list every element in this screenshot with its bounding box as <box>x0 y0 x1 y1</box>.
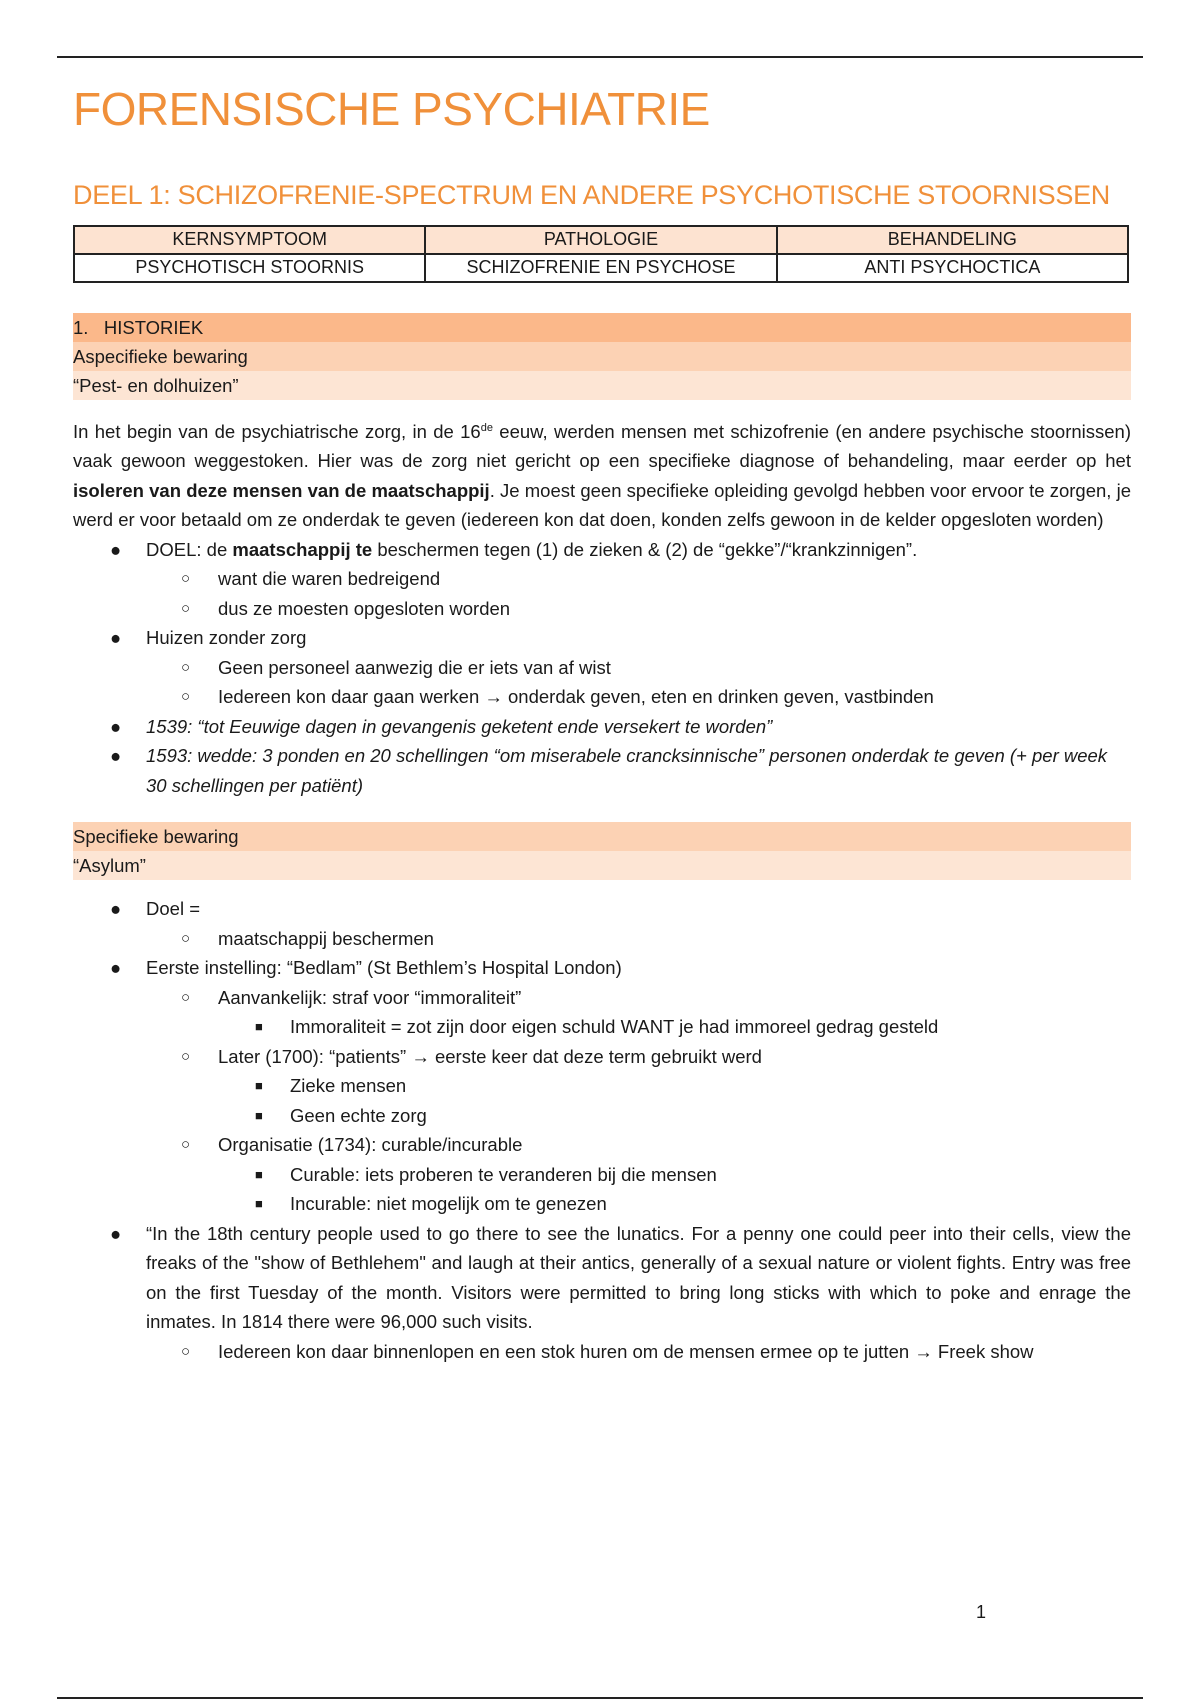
list-item <box>73 564 1131 594</box>
table-cell: SCHIZOFRENIE EN PSYCHOSE <box>425 254 776 282</box>
page-number: 1 <box>976 1602 987 1622</box>
circle-bullet-icon: ○ <box>181 599 191 617</box>
bullet-icon: ● <box>110 898 122 920</box>
list-text: 1593: wedde: 3 ponden en 20 schellingen “om miserabele crancksinnische” personen onderdak te geven (+ per week 30 schellingen per patiënt) <box>146 745 1108 796</box>
subsection-subtitle: “Pest- en dolhuizen” <box>73 371 1131 400</box>
square-bullet-icon: ■ <box>255 1166 263 1182</box>
intro-text: In het begin van de psychiatrische zorg, in de 16 <box>73 420 481 442</box>
bullet-icon: ● <box>110 745 122 767</box>
square-bullet-icon: ■ <box>255 1196 263 1212</box>
list-item <box>73 894 1131 953</box>
sub-list <box>146 983 1131 1219</box>
list-text: Incurable: niet mogelijk om te genezen <box>290 1193 607 1215</box>
subsection-heading: Specifieke bewaring <box>73 822 1131 851</box>
bullet-list <box>73 894 1131 1366</box>
circle-bullet-icon: ○ <box>181 658 191 676</box>
square-bullet-icon: ■ <box>255 1107 263 1123</box>
circle-bullet-icon: ○ <box>181 1342 191 1360</box>
emphasis: isoleren van deze mensen van de maatschappij <box>73 479 490 501</box>
document-title: FORENSISCHE PSYCHIATRIE <box>73 83 710 135</box>
bullet-icon: ● <box>110 715 122 737</box>
intro-text: . Je moest geen specifieke opleiding gevolgd hebben voor ervoor te zorgen, je werd er voor betaald om ze onderdak te geven (iedereen kon dat doen, konden zelfs gewoon in de kelder opgesloten worden) <box>73 479 1131 531</box>
list-text: Organisatie (1734): curable/incurable <box>218 1134 523 1156</box>
sub-sub-list <box>218 1071 1131 1130</box>
subsection-subtitle: “Asylum” <box>73 851 1131 880</box>
list-item <box>73 1160 1131 1190</box>
sub-list <box>146 564 1131 623</box>
page-content <box>73 70 1131 1366</box>
table-header-cell: PATHOLOGIE <box>425 226 776 254</box>
section-specifieke-bewaring <box>73 822 1131 1366</box>
list-text: Eerste instelling: “Bedlam” (St Bethlem’s Hospital London) <box>146 957 622 979</box>
list-item <box>73 535 1131 624</box>
table-header-cell: BEHANDELING <box>777 226 1128 254</box>
table-cell: ANTI PSYCHOCTICA <box>777 254 1128 282</box>
circle-bullet-icon: ○ <box>181 688 191 706</box>
list-item <box>73 983 1131 1042</box>
list-item <box>73 1042 1131 1131</box>
intro-text: eeuw, werden mensen met schizofrenie (en andere psychische stoornissen) vaak gewoon weggestoken. Hier was de zorg niet gericht op een specifieke diagnose of behandeling, maar eerder op het <box>73 420 1131 472</box>
part-heading: DEEL 1: SCHIZOFRENIE-SPECTRUM EN ANDERE PSYCHOTISCHE STOORNISSEN <box>73 180 1110 211</box>
list-text: maatschappij beschermen <box>218 927 434 949</box>
list-item <box>73 712 1131 742</box>
table-row <box>74 254 1128 282</box>
sub-list <box>146 1337 1131 1367</box>
list-item <box>73 1101 1131 1131</box>
bottom-rule <box>57 1697 1143 1699</box>
list-item <box>73 953 1131 1219</box>
section-heading <box>73 313 1131 342</box>
subsection-heading: Aspecifieke bewaring <box>73 342 1131 371</box>
sub-list <box>146 653 1131 712</box>
list-item <box>73 924 1131 954</box>
sub-list <box>146 924 1131 954</box>
list-text: Iedereen kon daar gaan werken → onderdak geven, eten en drinken geven, vastbinden <box>218 686 934 708</box>
list-text: Curable: iets proberen te veranderen bij die mensen <box>290 1163 717 1185</box>
list-item <box>73 1012 1131 1042</box>
list-text: beschermen tegen (1) de zieken & (2) de “gekke”/“krankzinnigen”. <box>372 538 918 560</box>
list-text: Geen personeel aanwezig die er iets van af wist <box>218 656 611 678</box>
list-item <box>73 1189 1131 1219</box>
square-bullet-icon: ■ <box>255 1019 263 1035</box>
list-item <box>73 1337 1131 1367</box>
summary-table <box>73 225 1129 283</box>
bullet-icon: ● <box>110 1222 122 1244</box>
section-title: HISTORIEK <box>103 316 204 338</box>
list-item <box>73 682 1131 712</box>
list-text: Geen echte zorg <box>290 1104 427 1126</box>
section-number: 1. <box>73 316 89 338</box>
list-text: Aanvankelijk: straf voor “immoraliteit” <box>218 986 522 1008</box>
sub-sub-list <box>218 1160 1131 1219</box>
circle-bullet-icon: ○ <box>181 988 191 1006</box>
top-rule <box>57 56 1143 58</box>
bullet-icon: ● <box>110 627 122 649</box>
list-item <box>73 623 1131 712</box>
list-item <box>73 1219 1131 1367</box>
list-item <box>73 1071 1131 1101</box>
list-item <box>73 741 1131 800</box>
list-text: Later (1700): “patients” → eerste keer dat deze term gebruikt werd <box>218 1045 762 1067</box>
circle-bullet-icon: ○ <box>181 1047 191 1065</box>
table-cell: PSYCHOTISCH STOORNIS <box>74 254 425 282</box>
superscript: de <box>480 421 493 434</box>
list-text: Zieke mensen <box>290 1075 407 1097</box>
bullet-list <box>73 535 1131 801</box>
list-text: Immoraliteit = zot zijn door eigen schuld WANT je had immoreel gedrag gesteld <box>290 1016 939 1038</box>
square-bullet-icon: ■ <box>255 1078 263 1094</box>
list-text: want die waren bedreigend <box>218 568 441 590</box>
list-item <box>73 594 1131 624</box>
list-text: DOEL: de <box>146 538 233 560</box>
emphasis: maatschappij te <box>232 538 373 560</box>
section-historiek <box>73 313 1131 801</box>
list-item <box>73 1130 1131 1219</box>
list-text: dus ze moesten opgesloten worden <box>218 597 511 619</box>
bullet-icon: ● <box>110 538 122 560</box>
list-text: Doel = <box>146 898 200 920</box>
intro-paragraph <box>73 414 1131 535</box>
list-text: 1539: “tot Eeuwige dagen in gevangenis geketent ende versekert te worden” <box>146 715 773 737</box>
circle-bullet-icon: ○ <box>181 929 191 947</box>
list-text: Iedereen kon daar binnenlopen en een stok huren om de mensen ermee op te jutten → Freek show <box>218 1340 1034 1362</box>
list-item <box>73 653 1131 683</box>
circle-bullet-icon: ○ <box>181 1136 191 1154</box>
list-text: Huizen zonder zorg <box>146 627 307 649</box>
sub-sub-list <box>218 1012 1131 1042</box>
bullet-icon: ● <box>110 957 122 979</box>
list-text: “In the 18th century people used to go there to see the lunatics. For a penny one could peer into their cells, view the freaks of the "show of Bethlehem" and laugh at their antics, generally of a sexual nature or violent fights. Entry was free on the first Tuesday of the month. Visitors were permitted to bring long sticks with which to poke and enrage the inmates. In 1814 there were 96,000 such visits. <box>146 1222 1131 1333</box>
table-header-row <box>74 226 1128 254</box>
circle-bullet-icon: ○ <box>181 570 191 588</box>
table-header-cell: KERNSYMPTOOM <box>74 226 425 254</box>
